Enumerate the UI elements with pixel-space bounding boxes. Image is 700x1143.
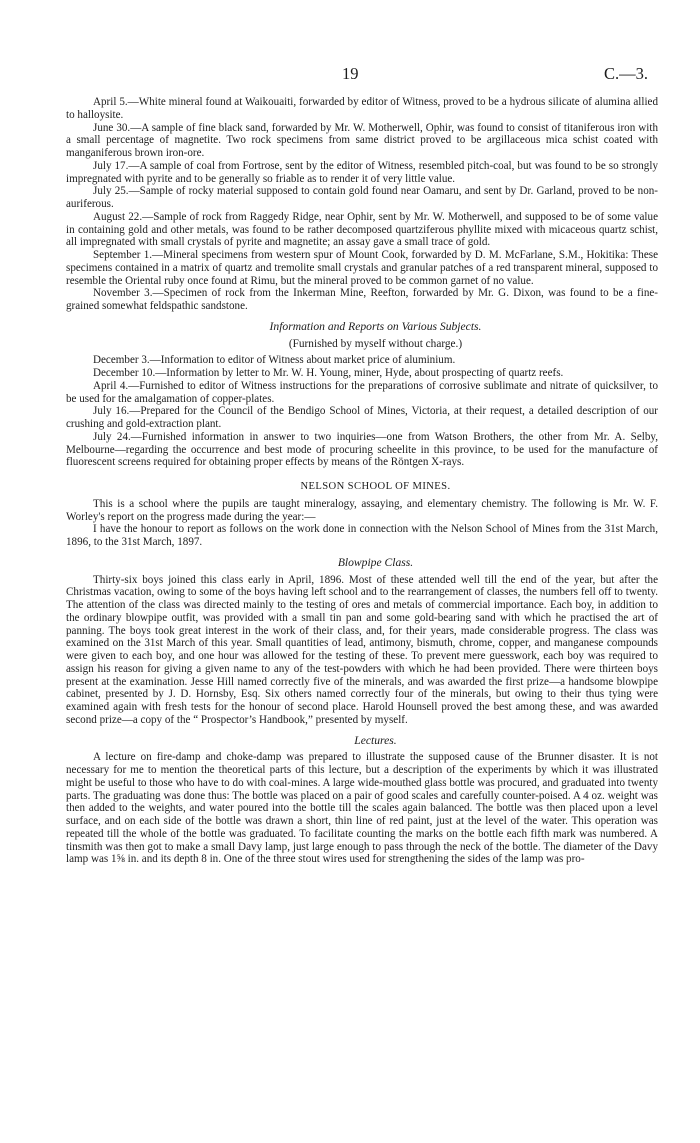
document-code: C.—3. [603, 64, 648, 83]
section-heading-blowpipe: Blowpipe Class. [337, 555, 414, 569]
blowpipe-paragraph: Thirty-six boys joined this class early in April, 1896. Most of these attended well till the end of the year, but after the Christmas vacation, owing to some of the boys having left school and to the rearrangement of classes, the numbers fell off to twenty. The attention of the class was directed mainly to the testing of ores and metals of commercial importance. Each boy, in addition to the ordinary blowpipe outfit, was provided with a small tin pan and some gold-bearing sand with which he practised the art of panning. The boys took great interest in the work of their class, and, for their years, made considerable progress. The class was examined on the 31st March of this year. Small quantities of lead, antimony, bismuth, chrome, copper, and manganese compounds were given to each boy, and one hour was allowed for the testing of these. To prevent mere guesswork, each boy was required to assign his reason for giving a given name to any of the test-powders with which he had been provided. There were thirteen boys present at the examination. Jesse Hill named correctly five of the minerals, and was awarded the first prize—a handsome blowpipe cabinet, presented by J. D. Hornsby, Esq. Six others named correctly four of the minerals, but owing to their thus tying were examined again with fresh tests for the honour of second place. Harold Hounsell proved the best among these, and was awarded second prize—a copy of the “ Prospector’s Handbook,” presented by myself. [66, 573, 658, 726]
section-heading-information: Information and Reports on Various Subjects. [269, 319, 482, 333]
entry-paragraph: June 30.—A sample of fine black sand, forwarded by Mr. W. Motherwell, Ophir, was found to consist of titaniferous iron with a small percentage of magnetite. Two rock specimens from same district proved to be argillaceous mica schist coated with manganiferous brown iron-ore. [66, 121, 658, 159]
entry-paragraph: December 3.—Information to editor of Witness about market price of aluminium. [93, 354, 456, 367]
report-paragraph: I have the honour to report as follows on the work done in connection with the Nelson School of Mines from the 31st March, 1896, to the 31st March, 1897. [66, 523, 658, 548]
entry-paragraph: July 25.—Sample of rocky material supposed to contain gold found near Oamaru, and sent by Dr. Garland, proved to be non-auriferous. [66, 185, 658, 210]
intro-paragraph: This is a school where the pupils are taught mineralogy, assaying, and elementary chemistry. The following is Mr. W. F. Worley's report on the progress made during the year:— [66, 497, 658, 523]
entry-paragraph: August 22.—Sample of rock from Raggedy Ridge, near Ophir, sent by Mr. W. Motherwell, and supposed to be of some value in containing gold and other metals, was found to be rather decomposed quartziferous phyllite mixed with micaceous quartz schist, all impregnated with small crystals of pyrite and magnetite; an assay gave a small trace of gold. [66, 210, 658, 249]
section-subheading: (Furnished by myself without charge.) [288, 337, 463, 350]
page-number: 19 [342, 64, 359, 83]
body-text [66, 96, 658, 866]
entry-paragraph: September 1.—Mineral specimens from western spur of Mount Cook, forwarded by D. M. McFarlane, S.M., Hokitika: These specimens contained in a matrix of quartz and tremolite small crystals and granular patches of a red transparent mineral, supposed to resemble the Oriental ruby once found at Rimu, but the mineral proved to be common garnet of no value. [66, 249, 658, 287]
section-heading-lectures: Lectures. [354, 733, 397, 747]
entry-paragraph: July 17.—A sample of coal from Fortrose, sent by the editor of Witness, resembled pitch-coal, but was found to be so strongly impregnated with pyrite and to be generally so friable as to render it of very little value. [66, 159, 658, 185]
entry-paragraph: July 16.—Prepared for the Council of the Bendigo School of Mines, Victoria, at their request, a detailed description of our crushing and gold-extraction plant. [66, 405, 658, 430]
entry-paragraph: July 24.—Furnished information in answer to two inquiries—one from Watson Brothers, the other from Mr. A. Selby, Melbourne—regarding the occurrence and best mode of procuring scheelite in this province, to be used for the manufacture of fluorescent screens required for obtaining proper effects by means of the Röntgen X-rays. [66, 430, 658, 469]
section-heading-nelson: NELSON SCHOOL OF MINES. [300, 481, 451, 492]
lectures-paragraph: A lecture on fire-damp and choke-damp was prepared to illustrate the supposed cause of the Brunner disaster. It is not necessary for me to mention the theoretical parts of this lecture, but a description of the experiments by which it was illustrated might be useful to those who have to do with coal-mines. A large wide-mouthed glass bottle was procured, and graduated into twenty parts. The graduating was done thus: The bottle was placed on a pair of good scales and carefully counter-poised. A 4 oz. weight was then added to the weights, and water poured into the bottle till the scales again balanced. The bottle was then placed upon a level surface, and on each side of the bottle was drawn a short, thin line of red paint, just at the level of the water. This operation was repeated till the whole of the bottle was graduated. To facilitate counting the marks on the bottle each fifth mark was numbered. A tinsmith was then got to make a small Davy lamp, just large enough to pass through the neck of the bottle. The diameter of the Davy lamp was 1⅝ in. and its depth 8 in. One of the three stout wires used for strengthening the sides of the lamp was pro- [66, 751, 658, 866]
entry-paragraph: December 10.—Information by letter to Mr. W. H. Young, miner, Hyde, about prospecting of quartz reefs. [93, 367, 564, 379]
entry-paragraph: April 4.—Furnished to editor of Witness instructions for the preparations of corrosive sublimate and nitrate of quicksilver, to be used for the amalgamation of copper-plates. [66, 379, 658, 405]
entry-paragraph: November 3.—Specimen of rock from the Inkerman Mine, Reefton, forwarded by Mr. G. Dixon, was found to be a fine-grained somewhat feldspathic sandstone. [66, 287, 658, 312]
entry-paragraph: April 5.—White mineral found at Waikouaiti, forwarded by editor of Witness, proved to be a hydrous silicate of alumina allied to halloysite. [66, 96, 658, 121]
page-header [66, 64, 660, 84]
